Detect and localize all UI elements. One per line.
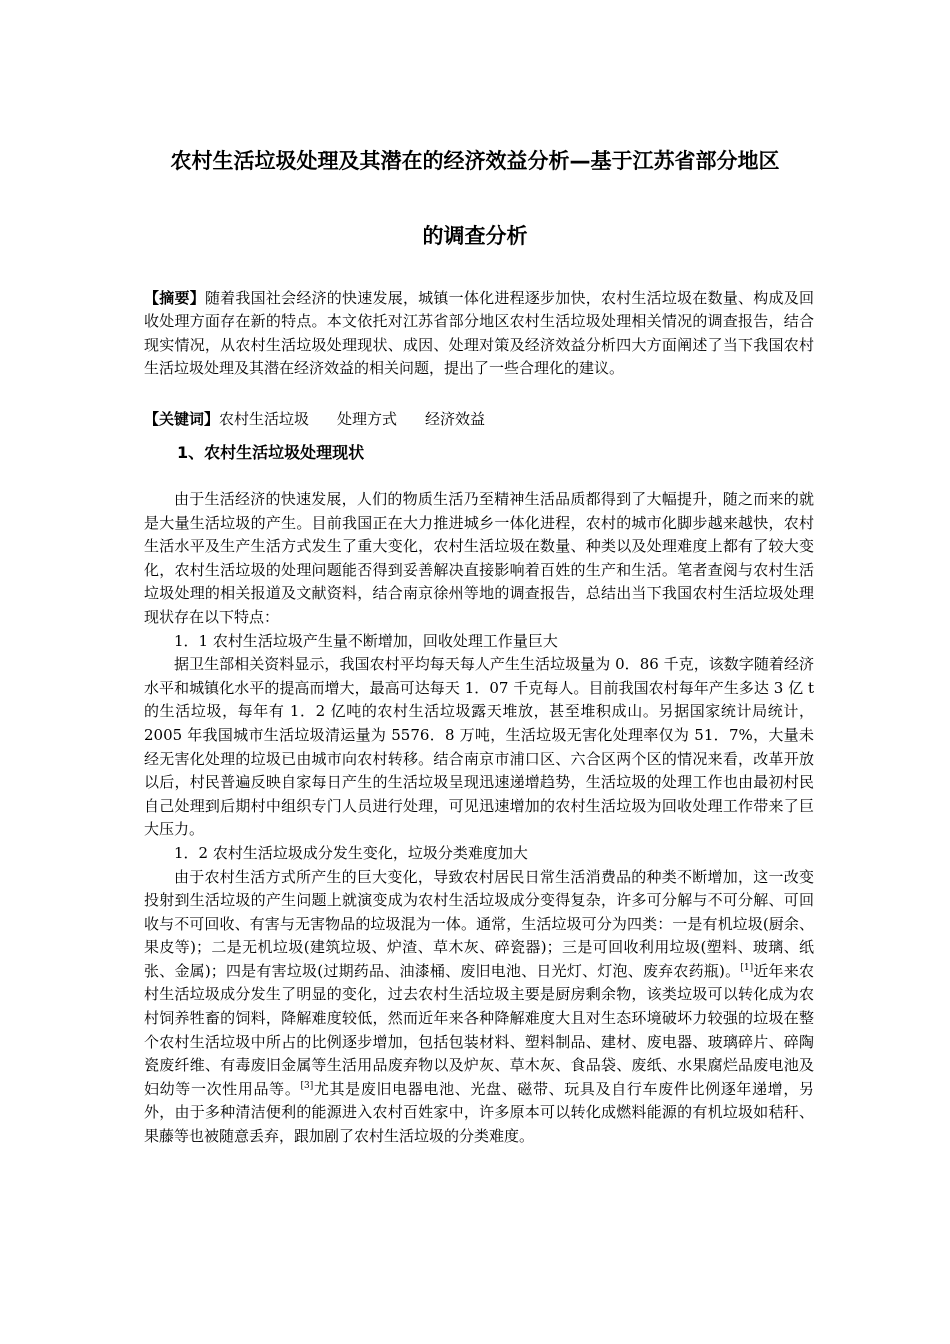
subsection-heading: 1．1 农村生活垃圾产生量不断增加，回收处理工作量巨大 xyxy=(174,631,558,650)
subsection-paragraph: 据卫生部相关资料显示，我国农村平均每天每人产生生活垃圾量为 0．86 千克，该数字随着经济水平和城镇化水平的提高而增大，最高可达每天 1．07 千克每人。目前我国农村每年产生多达 3 亿 t 的生活垃圾，每年有 1．2 亿吨的农村生活垃圾露天堆放，甚至堆积成山。另据国家统计局统计，2005 年我国城市生活垃圾清运量为 5576．8 万吨，生活垃圾无害化处理率仅为 51．7%，大量未经无害化处理的垃圾已由城市向农村转移。结合南京市浦口区、六合区两个区的情况来看，改革开放以后，村民普遍反映自家每日产生的生活垃圾呈现迅速递增趋势，生活垃圾的处理工作也由最初村民自己处理到后期村中组织专门人员进行处理，可见迅速增加的农村生活垃圾为回收处理工作带来了巨大压力。 xyxy=(144,655,814,839)
paragraph-text: 由于农村生活方式所产生的巨大变化，导致农村居民日常生活消费品的种类不断增加，这一改变投射到生活垃圾的产生问题上就演变成为农村生活垃圾成分变得复杂，许多可分解与不可分解、可回收与不可回收、有害与无害物品的垃圾混为一体。通常，生活垃圾可分为四类：一是有机垃圾(厨余、果皮等)；二是无机垃圾(建筑垃圾、炉渣、草木灰、碎瓷器)；三是可回收利用垃圾(塑料、玻璃、纸张、金属)；四是有害垃圾(过期药品、油漆桶、废旧电池、日光灯、灯泡、废弃农药瓶)。 xyxy=(144,867,814,980)
section-intro-paragraph: 由于生活经济的快速发展，人们的物质生活乃至精神生活品质都得到了大幅提升，随之而来的就是大量生活垃圾的产生。目前我国正在大力推进城乡一体化进程，农村的城市化脚步越来越快，农村生活水平及生产生活方式发生了重大变化，农村生活垃圾在数量、种类以及处理难度上都有了较大变化，农村生活垃圾的处理问题能否得到妥善解决直接影响着百姓的生产和生活。笔者查阅与农村生活垃圾处理的相关报道及文献资料，结合南京徐州等地的调查报告，总结出当下我国农村生活垃圾处理现状存在以下特点： xyxy=(144,490,814,626)
paragraph-text: 近年来农村生活垃圾成分发生了明显的变化，过去农村生活垃圾主要是厨房剩余物，该类垃圾可以转化成为农村饲养牲畜的饲料，降解难度较低，然而近年来各种降解难度大且对生态环境破坏力较强的垃圾在整个农村生活垃圾中所占的比例逐步增加，包括包装材料、塑料制品、建材、废电器、玻璃碎片、碎陶瓷废纤维、有毒废旧金属等生活用品废弃物以及炉灰、草木灰、食品袋、废纸、水果腐烂品废电池及妇幼等一次性用品等。 xyxy=(144,961,814,1098)
paper-title-line-1: 农村生活垃圾处理及其潜在的经济效益分析—基于江苏省部分地区 xyxy=(170,149,780,173)
keywords xyxy=(144,407,814,431)
paragraph-text: 尤其是废旧电器电池、光盘、磁带、玩具及自行车废件比例逐年递增，另外，由于多种清洁便利的能源进入农村百姓家中，许多原本可以转化成燃料能源的有机垃圾如秸秆、果藤等也被随意丢弃，跟加剧了农村生活垃圾的分类难度。 xyxy=(144,1079,814,1146)
keywords-label: 【关键词】 xyxy=(144,410,220,428)
section-body xyxy=(144,488,814,1149)
abstract-label: 【摘要】 xyxy=(144,289,205,307)
keyword-item: 经济效益 xyxy=(425,410,486,428)
abstract xyxy=(144,287,814,381)
keyword-item: 农村生活垃圾 xyxy=(219,410,310,428)
section-heading: 1、农村生活垃圾处理现状 xyxy=(177,443,365,462)
citation-marker: [1] xyxy=(740,962,754,973)
subsection-paragraph xyxy=(144,866,814,1149)
paper-title-line-2: 的调查分析 xyxy=(422,224,528,248)
keyword-item: 处理方式 xyxy=(337,410,398,428)
citation-marker: [3] xyxy=(300,1080,314,1091)
subsection-heading: 1．2 农村生活垃圾成分发生变化，垃圾分类难度加大 xyxy=(174,843,528,862)
abstract-text: 随着我国社会经济的快速发展，城镇一体化进程逐步加快，农村生活垃圾在数量、构成及回收处理方面存在新的特点。本文依托对江苏省部分地区农村生活垃圾处理相关情况的调查报告，结合现实情况，从农村生活垃圾处理现状、成因、处理对策及经济效益分析四大方面阐述了当下我国农村生活垃圾处理及其潜在经济效益的相关问题，提出了一些合理化的建议。 xyxy=(144,289,814,378)
